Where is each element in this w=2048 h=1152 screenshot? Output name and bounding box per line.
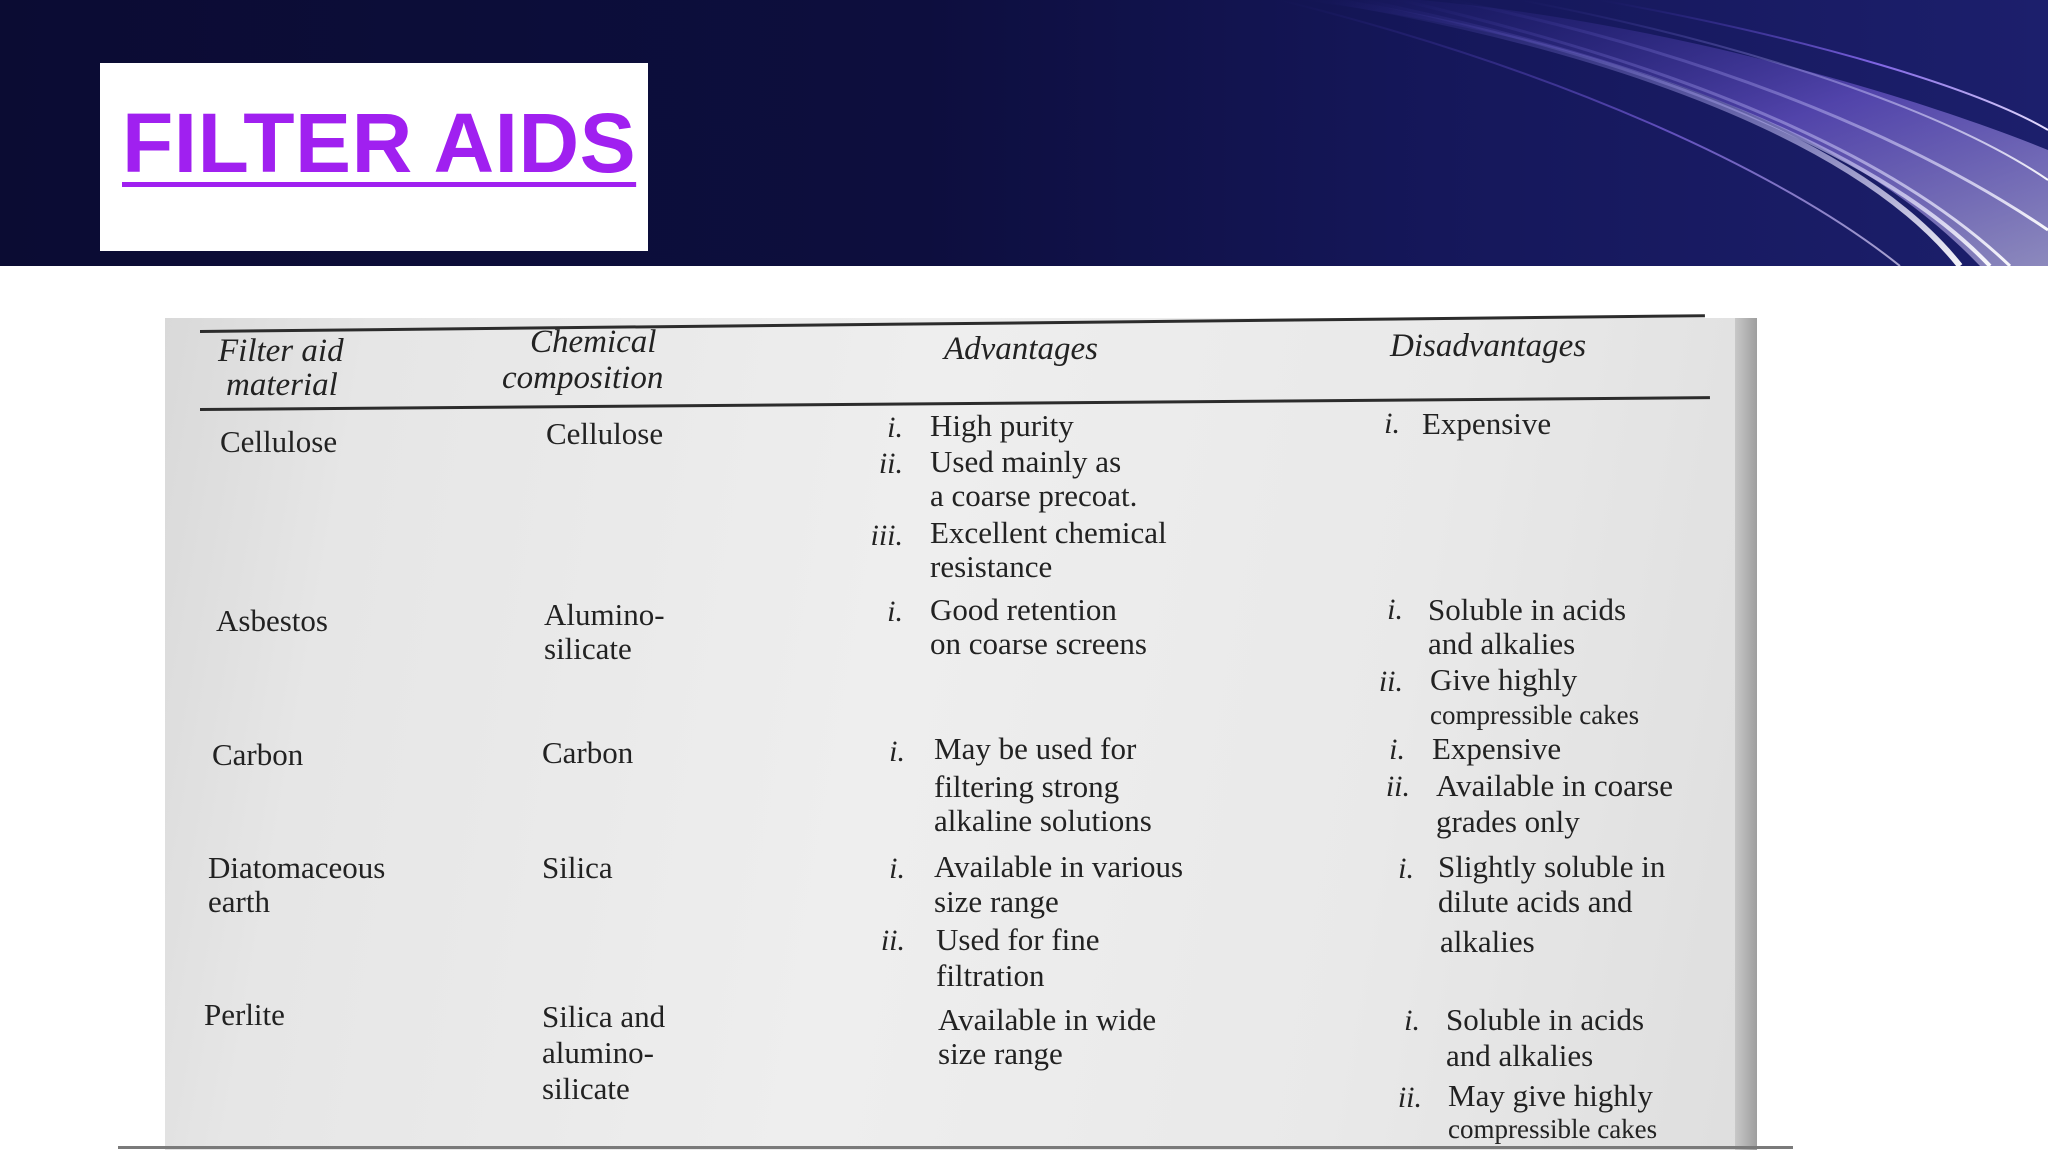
row-composition: Carbon	[542, 735, 634, 770]
disadvantage-text: grades only	[1436, 804, 1580, 839]
row-composition: Silica	[542, 850, 613, 885]
header-disadvantages: Disadvantages	[1390, 328, 1587, 364]
row-material: Diatomaceous	[208, 850, 386, 885]
disadvantage-text: dilute acids and	[1438, 884, 1633, 919]
row-composition: alumino-	[542, 1035, 654, 1070]
slide-title: FILTER AIDS	[122, 96, 637, 190]
row-material: Perlite	[204, 997, 285, 1032]
list-number: i.	[887, 411, 903, 444]
row-material: Asbestos	[216, 603, 328, 638]
row-composition: Alumino-	[544, 597, 665, 632]
advantage-text: Excellent chemical	[930, 515, 1167, 550]
list-number: i.	[1398, 852, 1414, 885]
disadvantage-text: Available in coarse	[1436, 768, 1673, 803]
list-number: i.	[1389, 733, 1405, 766]
disadvantage-text: and alkalies	[1446, 1038, 1594, 1073]
header-composition-line2: composition	[502, 360, 664, 396]
disadvantage-text: Slightly soluble in	[1438, 849, 1666, 884]
advantage-text: Used mainly as	[930, 444, 1122, 479]
list-number: ii.	[1397, 1081, 1422, 1114]
advantage-text: filtration	[936, 958, 1045, 993]
disadvantage-text: Soluble in acids	[1428, 592, 1627, 627]
advantage-text: a coarse precoat.	[930, 478, 1138, 513]
list-number: iii.	[870, 519, 903, 552]
row-composition: Cellulose	[546, 416, 664, 451]
list-number: i.	[1384, 407, 1400, 440]
header-material-line2: material	[226, 367, 338, 403]
list-number: ii.	[1378, 665, 1403, 698]
list-number: ii.	[1385, 770, 1410, 803]
advantage-text: size range	[938, 1036, 1063, 1071]
header-advantages: Advantages	[944, 331, 1098, 367]
row-composition: silicate	[544, 631, 632, 666]
advantage-text: Used for fine	[936, 922, 1100, 957]
advantage-text: Available in various	[934, 849, 1184, 884]
advantage-text: on coarse screens	[930, 626, 1147, 661]
list-number: ii.	[880, 924, 905, 957]
advantage-text: resistance	[930, 549, 1053, 584]
row-composition: silicate	[542, 1071, 630, 1106]
advantage-text: May be used for	[934, 731, 1137, 766]
row-composition: Silica and	[542, 999, 666, 1034]
header-composition-line1: Chemical	[530, 324, 657, 360]
disadvantage-text: and alkalies	[1428, 626, 1576, 661]
disadvantage-text: May give highly	[1448, 1078, 1653, 1113]
advantage-text: size range	[934, 884, 1059, 919]
advantage-text: filtering strong	[934, 769, 1120, 804]
advantage-text: Available in wide	[938, 1002, 1157, 1037]
list-number: i.	[887, 595, 903, 628]
disadvantage-text: Expensive	[1422, 406, 1552, 441]
row-material: Cellulose	[220, 424, 338, 459]
list-number: ii.	[878, 447, 903, 480]
list-number: i.	[1387, 593, 1403, 626]
disadvantage-text: Give highly	[1430, 662, 1578, 697]
disadvantage-text: compressible cakes	[1430, 700, 1640, 730]
disadvantage-text: alkalies	[1440, 924, 1535, 959]
list-number: i.	[1404, 1004, 1420, 1037]
list-number: i.	[889, 735, 905, 768]
title-box	[100, 63, 648, 251]
disadvantage-text: Soluble in acids	[1446, 1002, 1645, 1037]
header-material-line1: Filter aid	[218, 333, 344, 369]
row-material: earth	[208, 884, 270, 919]
list-number: i.	[889, 852, 905, 885]
disadvantage-text: compressible cakes	[1448, 1114, 1658, 1144]
advantage-text: High purity	[930, 408, 1074, 443]
disadvantage-text: Expensive	[1432, 731, 1562, 766]
book-spine-edge	[1735, 318, 1757, 1150]
advantage-text: Good retention	[930, 592, 1117, 627]
row-material: Carbon	[212, 737, 304, 772]
advantage-text: alkaline solutions	[934, 803, 1152, 838]
